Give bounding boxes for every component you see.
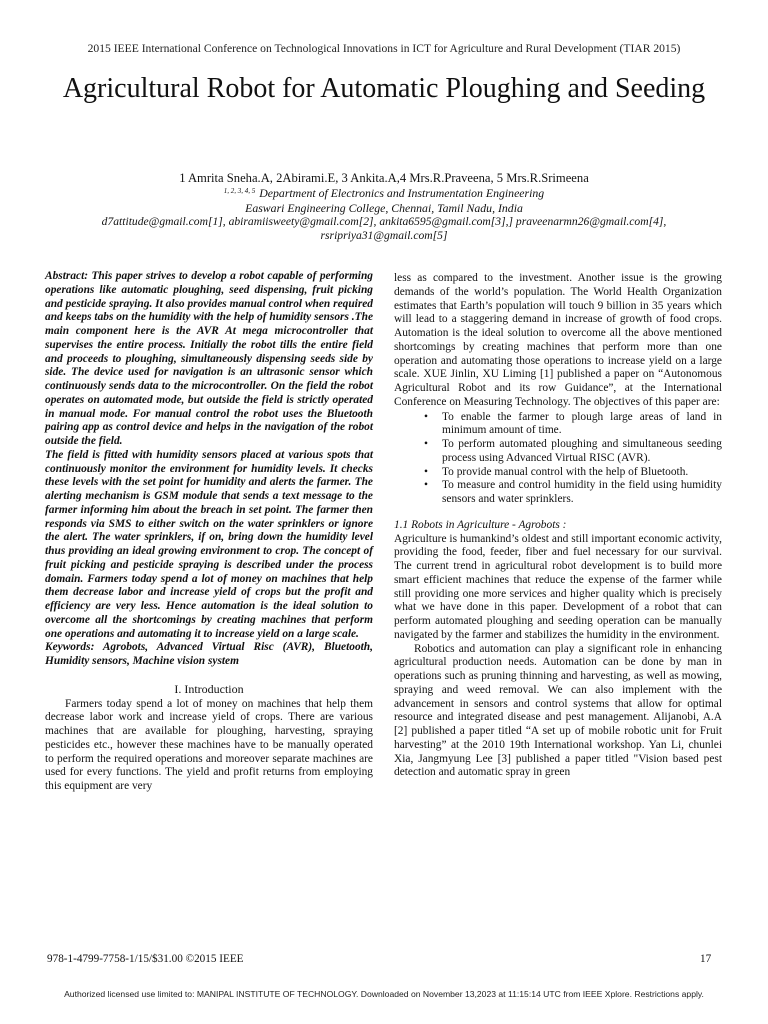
list-item-text: To provide manual control with the help of Bluetooth. [442,465,689,478]
keywords: Keywords: Agrobots, Advanced Virtual Risc (AVR), Bluetooth, Humidity sensors, Machine vision system [45,641,373,667]
list-item [394,479,722,507]
section-heading-introduction: I. Introduction [174,681,244,696]
paper-title: Agricultural Robot for Automatic Ploughing and Seeding [62,73,706,104]
license-notice: Authorized licensed use limited to: MANIPAL INSTITUTE OF TECHNOLOGY. Downloaded on November 13,2023 at 11:15:14 UTC from IEEE Xplore. Restrictions apply. [64,989,704,999]
abstract-paragraph-2: The field is fitted with humidity sensors placed at various spots that continuously monitor the environment for humidity levels. It checks these levels with the set point for humidity and alerts the farmer. The alerting mechanism is GSM module that sends a text message to the farmer informing him about the breach in set point. The farmer then responds via SMS to either switch on the water sprinklers or ignore the alert. The water sprinklers, if on, bring down the humidity level thus providing an ideal growing environment to crop. The concept of fruit picking and pesticide spraying is described under the process domain. Farmers today spend a lot of money on machines that help them decrease labor and increase yield of crops but the profit and efficiency are very less. Hence automation is the ideal solution to overcome all the shortcomings by creating machines that perform one operations and automating it to increase yield on a large scale. [45,448,373,640]
abstract-paragraph-1: Abstract: This paper strives to develop a robot capable of performing operations like automatic ploughing, seed dispensing, fruit picking and pesticide spraying. It also provides manual control when required and keeps tabs on the humidity with the help of humidity sensors .The main component here is the AVR At mega microcontroller that supervises the entire process. Initially the robot tills the entire field and proceeds to ploughing, simultaneously dispensing seeds side by side. The device used for navigation is an ultrasonic sensor which continuously sends data to the microcontroller. On the field the robot operates on automated mode, but outside the field is strictly operated in manual mode. For manual control the robot uses the Bluetooth pairing app as control device and helps in the navigation of the robot outside the field. [45,270,373,447]
conference-header: 2015 IEEE International Conference on Technological Innovations in ICT for Agriculture and Rural Development (TIAR 2015) [87,42,681,55]
bullet-icon: • [424,410,428,423]
college-affiliation: Easwari Engineering College, Chennai, Tamil Nadu, India [245,201,523,215]
department [0,186,768,201]
department-name: Department of Electronics and Instrumentation Engineering [259,186,545,200]
list-item-text: To measure and control humidity in the field using humidity sensors and water sprinklers. [442,479,722,505]
isbn-footer: 978-1-4799-7758-1/15/$31.00 ©2015 IEEE [47,953,244,965]
introduction-paragraph: Farmers today spend a lot of money on machines that help them decrease labor work and increase yield of crops. There are various machines that are available for ploughing, harvesting, spraying pesticides etc., however these machines have to be manually operated to perform the required operations and moreover separate machines are used for every functions. The yield and profit returns from employing this equipment are very [45,697,373,792]
subsection-heading: 1.1 Robots in Agriculture - Agrobots : [394,518,567,531]
author-list: 1 Amrita Sneha.A, 2Abirami.E, 3 Ankita.A,4 Mrs.R.Praveena, 5 Mrs.R.Srimeena [179,171,589,185]
bullet-icon: • [424,465,428,478]
bullet-icon: • [424,479,428,492]
body-paragraph: less as compared to the investment. Another issue is the growing demands of the world’s population. The World Health Organization estimates that Earth’s population will touch 9 billion in 35 years which will lead to a staggering demand in increase of growth of food crops. Automation is the ideal solution to overcome all the above mentioned shortcomings by creating machines that perform more than one operation and automating those operations to increase yield on a large scale. XUE Jinlin, XU Liming [1] published a paper on “Autonomous Agricultural Robot and its row Guidance”, at the International Conference on Measuring Technology. The objectives of this paper are: [394,272,722,408]
page-number: 17 [700,953,712,965]
list-item [394,411,722,439]
list-item [394,466,722,480]
body-paragraph: Robotics and automation can play a significant role in enhancing agricultural production needs. Automation can be done by man in operations such as pruning thinning and harvesting, as well as mowing, spraying and weed removal. We can also implement with the advancement in sensors and control systems that allow for optimal resource and integrated disease and pest management. Alijanobi, A.A [2] published a paper titled “A set up of mobile robotic unit for Fruit harvesting” at the 2010 19th International workshop. Yan Li, chunlei Xia, Jangmyung Lee [3] published a paper titled "Vision based pest detection and automatic spray in green [394,642,722,779]
list-item-text: To perform automated ploughing and simultaneous seeding process using Advanced Virtual RISC (AVR). [442,438,722,464]
list-item-text: To enable the farmer to plough large areas of land in minimum amount of time. [442,410,722,437]
bullet-icon: • [424,438,428,450]
author-emails: d7attitude@gmail.com[1], abiramiisweety@gmail.com[2], ankita6595@gmail.com[3],] praveenarmn26@gmail.com[4], rsripriya31@gmail.com[5] [101,215,667,242]
right-column [394,272,722,780]
body-paragraph: Agriculture is humankind’s oldest and still important economic activity, providing the food, feeder, fiber and fuel necessary for our survival. The current trend in agricultural robot development is to build more smart efficient machines that reduce the expense of the farmer while still providing one more services and higher quality which is precisely what we have done in this paper. Development of a robot that can perform automated ploughing and seeding operation can be manually navigated by the farmer and stabilizes the humidity in the environment. [394,532,722,641]
affiliation-numbers: 1, 2, 3, 4, 5 [223,187,256,195]
left-column [45,270,373,794]
objectives-list [394,411,722,507]
list-item [394,438,722,466]
